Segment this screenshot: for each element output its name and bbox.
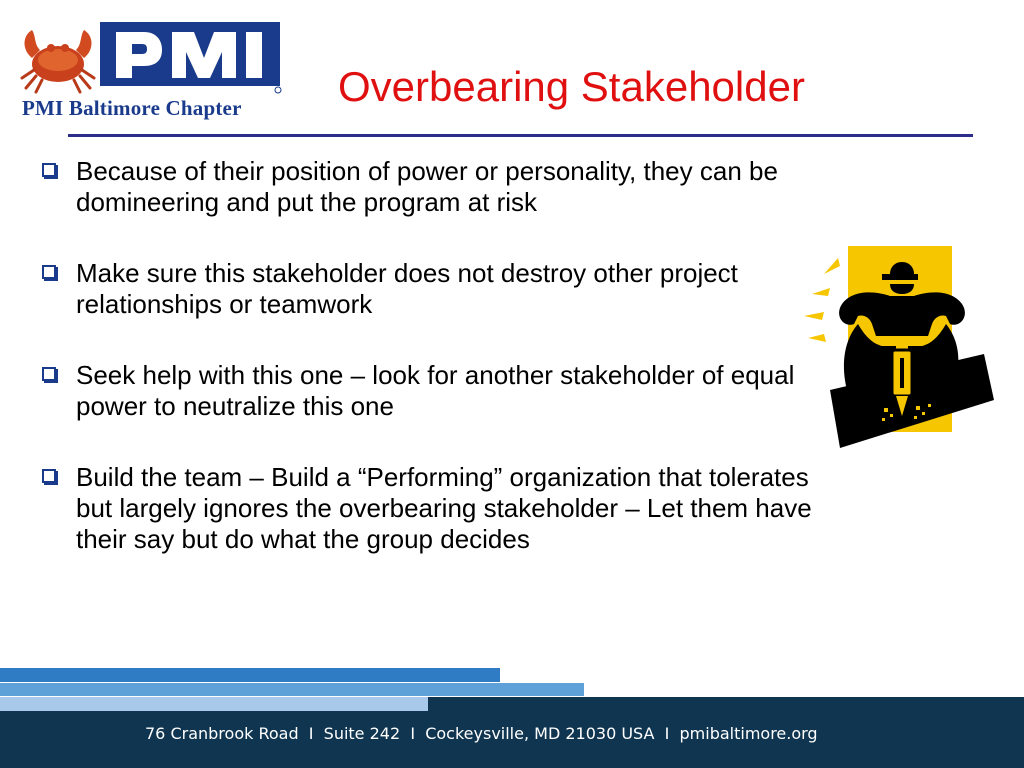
footer-accent-band <box>0 668 500 682</box>
chapter-name: PMI Baltimore Chapter <box>22 96 242 120</box>
crab-icon <box>18 18 98 98</box>
bullet-text: Seek help with this one – look for another stakeholder of equal power to neutralize this one <box>76 360 795 421</box>
bullet-list <box>40 156 820 595</box>
checkbox-bullet-icon <box>42 265 56 279</box>
bullet-text: Make sure this stakeholder does not destroy other project relationships or teamwork <box>76 258 738 319</box>
bullet-item <box>40 360 820 422</box>
bullet-text: Because of their position of power or personality, they can be domineering and put the program at risk <box>76 156 778 217</box>
footer-accent-band <box>0 683 584 696</box>
jackhammer-worker-icon <box>798 244 994 450</box>
bullet-item <box>40 156 820 218</box>
footer-address: 76 Cranbrook Road I Suite 242 I Cockeysville, MD 21030 USA I pmibaltimore.org <box>145 724 818 743</box>
title-divider <box>68 134 973 137</box>
checkbox-bullet-icon <box>42 469 56 483</box>
bullet-text: Build the team – Build a “Performing” organization that tolerates but largely ignores the overbearing stakeholder – Let them have their say but do what the group decides <box>76 462 812 554</box>
bullet-item <box>40 258 820 320</box>
checkbox-bullet-icon <box>42 367 56 381</box>
pmi-baltimore-logo <box>10 12 290 122</box>
pmi-logo-mark <box>100 14 290 94</box>
bullet-item <box>40 462 820 555</box>
checkbox-bullet-icon <box>42 163 56 177</box>
footer-accent-band <box>0 697 428 711</box>
slide-title: Overbearing Stakeholder <box>338 63 805 110</box>
